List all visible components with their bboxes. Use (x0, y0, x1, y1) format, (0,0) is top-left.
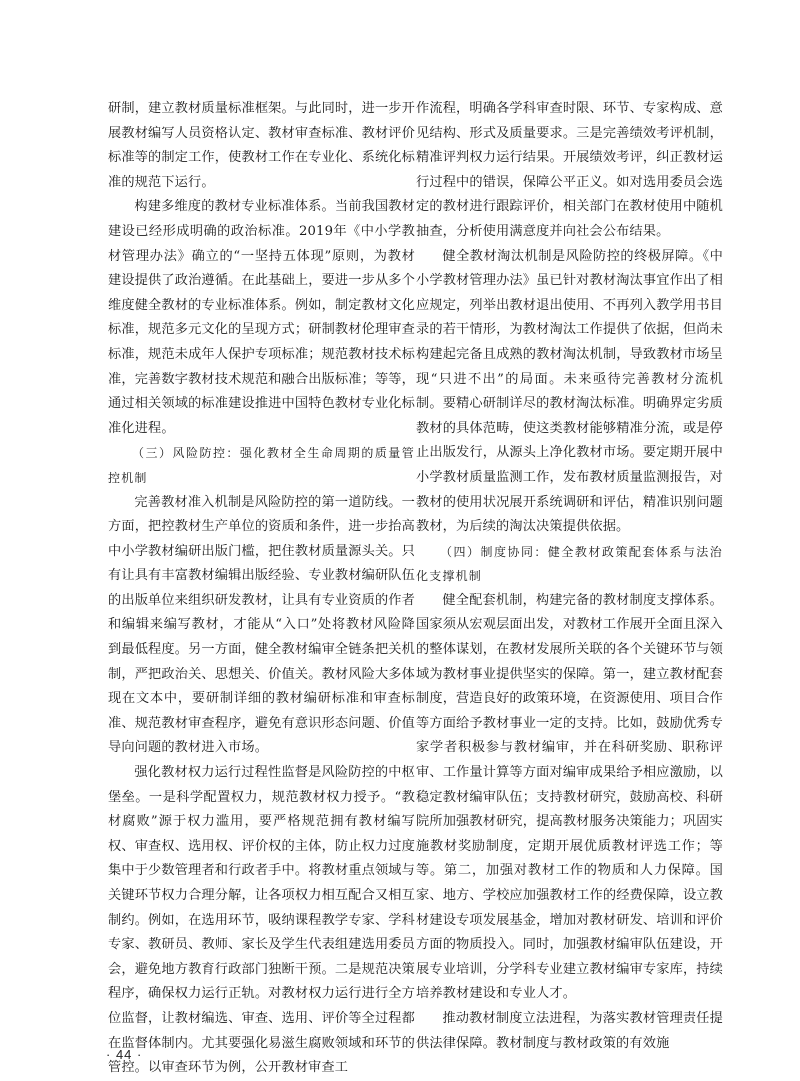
right-paragraph-1: 作流程，明确各学科审查时限、环节、专家构成、意见结构、形式及质量要求。三是完善绩效考评机制，精准评判权力运行结果。开展绩效考评，纠正教材运行过程中的错误，保障公平正义。如对选用委员会选定的教材进行跟踪评价，相关部门在教材使用中随机抽查，分析使用满意度并向社会公布结果。 (416, 101, 723, 239)
left-paragraph-1: 研制，建立教材质量标准框架。与此同时，进一步开展教材编写人员资格认定、教材审查标准、教材评价标准等的制定工作，使教材工作在专业化、系统化标准的规范下运行。 (108, 101, 415, 190)
left-paragraph-4: 强化教材权力运行过程性监督是风险防控的中枢堡垒。一是科学配置权力，规范教材权力授予。“教材腐败”源于权力滥用，要严格规范拥有教材编写权、审查权、选用权、评价权的主体，防止权力过度集中于少数管理者和行政者手中。将教材重点领域与关键环节权力合理分解，让各项权力相互配合又相互制约。例如，在选用环节，吸纳课程教学专家、学科专家、教研员、教师、家长及学生代表组建选用委员会，避免地方教育行政部门独断干预。二是规范决策程序，确保权力运行正轨。对教材权力运行进行全方位监督，让教材编选、审查、选用、评价等全过程都在监督体制内。尤其要强化易滋生腐败领域和环节的管控。以审查环节为例，公开教材审查工 (108, 765, 415, 1076)
section-heading-3: （三）风险防控：强化教材全生命周期的质量管控机制 (108, 446, 415, 485)
left-paragraph-3: 完善教材准入机制是风险防控的第一道防线。一方面，把控教材生产单位的资质和条件，进一步抬高中小学教材编研出版门槛，把住教材质量源头关。只有让具有丰富教材编辑出版经验、专业教材编研队伍的出版单位来组织研发教材，让具有专业资质的作者和编辑来编写教材，才能从“入口”处将教材风险降到最低程度。另一方面，健全教材编审全链条把关机制，严把政治关、思想关、价值关。教材风险大多体现在文本中，要研制详细的教材编研标准和审查标准、规范教材审查程序，避免有意识形态问题、价值导向问题的教材进入市场。 (108, 494, 415, 756)
left-paragraph-2: 构建多维度的教材专业标准体系。当前我国教材建设已经形成明确的政治标准。2019年《中小学教材管理办法》确立的“一坚持五体现”原则，为教材建设提供了政治遵循。在此基础上，要进一步从多个维度健全教材的专业标准体系。例如，制定教材文化标准，规范多元文化的呈现方式；研制教材伦理审查标准，规范未成年人保护专项标准；规范教材技术标准，完善数字教材技术规范和融合出版标准；等等，通过相关领域的标准建设推进中国特色教材专业化标准化进程。 (108, 199, 415, 436)
right-paragraph-4: 推动教材制度立法进程，为落实教材管理责任提供法律保障。教材制度与教材政策的有效施 (416, 1010, 723, 1051)
right-paragraph-3: 健全配套机制，构建完备的教材制度支撑体系。国家须从宏观层面出发，对教材工作展开全面且深入的整体谋划，在教材发展所关联的各个关键环节与领域为教材事业提供坚实的保障。第一，建立教材配套制度，营造良好的政策环境，在资源使用、项目合作等方面给予教材事业一定的支持。比如，鼓励优秀专家学者积极参与教材编审，并在科研奖励、职称评审、工作量计算等方面对编审成果给予相应激励，以稳定教材编审队伍；支持教材研究，鼓励高校、科研院所加强教材研究，提高教材服务决策能力；巩固实施教材奖励制度，定期开展优质教材评选工作；等等。第二，加强对教材工作的物质和人力保障。国家、地方、学校应加强教材工作的经费保障，设立教材建设专项发展基金，增加对教材研发、培训和评价方面的物质投入。同时，加强教材编审队伍建设，开展专业培训，分学科专业建立教材编审专家库，持续培养教材建设和专业人才。 (416, 592, 723, 1002)
right-column (416, 97, 723, 1056)
page-number: · 44 · (106, 1047, 143, 1062)
section-heading-4: （四）制度协同：健全教材政策配套体系与法治化支撑机制 (416, 544, 723, 584)
left-column (108, 97, 415, 1081)
right-paragraph-2: 健全教材淘汰机制是风险防控的终极屏障。《中小学教材管理办法》虽已针对教材淘汰事宜作出了相应规定，列举出教材退出使用、不再列入教学用书目录的若干情形，为教材淘汰工作提供了依据，但尚未构建起完备且成熟的教材淘汰机制，导致教材市场呈现“只进不出”的局面。未来亟待完善教材分流机制。要精心研制详尽的教材淘汰标准。明确界定劣质教材的具体范畴，使这类教材能够精准分流，或是停止出版发行，从源头上净化教材市场。要定期开展中小学教材质量监测工作，发布教材质量监测报告，对教材的使用状况展开系统调研和评估，精准识别问题教材，为后续的淘汰决策提供依据。 (416, 248, 723, 535)
